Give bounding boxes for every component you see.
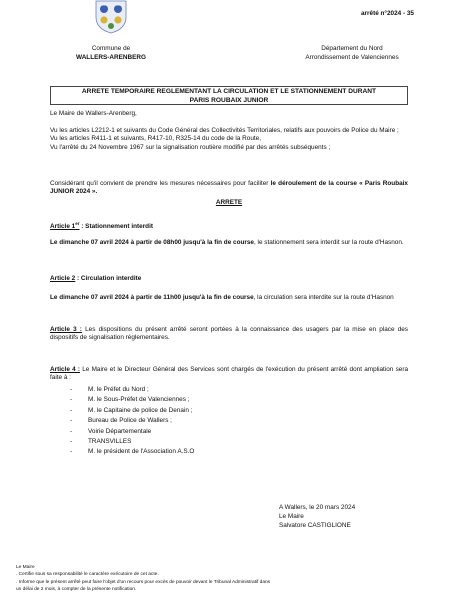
article-1-bold: Le dimanche 07 avril 2024 à partir de 08h00 jusqu'à la fin de course xyxy=(50,239,254,246)
signature-name: Salvatore CASTIGLIONE xyxy=(279,521,351,529)
article-2-body xyxy=(50,294,408,302)
considerant-text: Considérant qu'il convient de prendre les mesures nécessaires pour faciliter xyxy=(50,180,271,187)
title-line-2: PARIS ROUBAIX JUNIOR xyxy=(189,96,269,104)
footer-line-1: Le Maire xyxy=(16,565,35,570)
list-item: - TRANSVILLES xyxy=(70,438,132,446)
article-2-label: Article 2 xyxy=(50,275,76,282)
arrete-number: arrêté n°2024 - 35 xyxy=(360,10,414,17)
article-2-title: : Circulation interdite xyxy=(75,275,142,282)
commune-block xyxy=(56,44,166,62)
title-line-1: ARRETE TEMPORAIRE REGLEMENTANT LA CIRCULATION ET LE STATIONNEMENT DURANT xyxy=(81,88,377,95)
list-item: - M. le Préfet du Nord ; xyxy=(70,386,149,393)
article-1-body xyxy=(50,239,408,247)
list-item: - M. le Capitaine de police de Denain ; xyxy=(70,406,193,414)
footer-line-3: . Informe que le présent arrêté peut faire l'objet d'un recours pour excès de pouvoir devant le Tribunal Administratif dans xyxy=(16,579,271,585)
mayor-line: Le Maire de Wallers-Arenberg, xyxy=(50,110,137,117)
article-2-bold: Le dimanche 07 avril 2024 à partir de 11h00 jusqu'à la fin de course xyxy=(50,294,254,301)
article-2-heading xyxy=(50,275,408,283)
considerant-paragraph xyxy=(50,180,408,197)
commune-label: Commune de xyxy=(91,45,131,52)
article-3 xyxy=(50,326,408,343)
signature-place-date: A Wallers, le 20 mars 2024 xyxy=(279,504,356,511)
list-item: - M. le Sous-Préfet de Valenciennes ; xyxy=(70,396,190,404)
article-3-text: Les dispositions du présent arrêté seront portées à la connaissance des usagers par la mise en place des dispositifs de signalisation réglementaires. xyxy=(50,326,408,342)
arrete-heading: ARRETE xyxy=(215,199,243,206)
footer-line-4: un délai de 2 mois, à compter de la présente notification. xyxy=(16,587,137,593)
department-block xyxy=(282,44,422,62)
article-4-label: Article 4 : xyxy=(50,366,81,373)
vu-line-1: Vu les articles L2212-1 et suivants du Code Général des Collectivités Territoriales, relatifs aux pouvoirs de Police du Maire ; xyxy=(50,127,399,134)
article-4 xyxy=(50,366,408,383)
vu-line-3: Vu l'arrêté du 24 Novembre 1967 sur la signalisation routière modifié par des arrêtés subséquents ; xyxy=(50,143,331,151)
list-item: - Bureau de Police de Wallers ; xyxy=(70,417,172,425)
article-2-text: , la circulation sera interdite sur la route d'Hasnon xyxy=(253,294,394,301)
article-1-label: Article 1er xyxy=(50,221,80,231)
article-1-title: : Stationnement interdit xyxy=(79,223,153,231)
article-4-text: Le Maire et le Directeur Général des Services sont chargés de l'exécution du présent arrêté dont ampliation sera faite à : xyxy=(50,366,409,382)
article-1-heading xyxy=(50,220,408,232)
article-1-sup: er xyxy=(75,221,80,226)
recipients-list xyxy=(70,385,194,458)
commune-name: WALLERS-ARENBERG xyxy=(76,54,146,61)
article-1-text: , le stationnement sera interdit sur la route d'Hasnon. xyxy=(253,239,404,246)
signature-role: Le Maire xyxy=(279,512,304,520)
vu-line-2: Vu les articles R411-1 et suivants, R417-10, R325-14 du code de la Route, xyxy=(50,135,262,143)
document-title xyxy=(50,86,408,105)
coat-of-arms-logo xyxy=(94,0,128,34)
list-item: - M. le président de l'Association A.S.O xyxy=(70,448,195,456)
article-3-label: Article 3 : xyxy=(50,326,82,333)
list-item: - Voirie Départementale xyxy=(70,427,152,435)
department-name: Département du Nord xyxy=(321,45,383,52)
vu-block xyxy=(50,127,408,152)
footer-line-2: . Certifie sous sa responsabilité le caractère exécutoire de cet acte. xyxy=(16,572,159,578)
considerant-bold: le déroulement de la course « Paris Roubaix JUNIOR 2024 ». xyxy=(50,180,408,196)
footer-notice xyxy=(16,564,436,594)
arrondissement-name: Arrondissement de Valenciennes xyxy=(305,54,399,61)
signature-block xyxy=(279,504,399,530)
